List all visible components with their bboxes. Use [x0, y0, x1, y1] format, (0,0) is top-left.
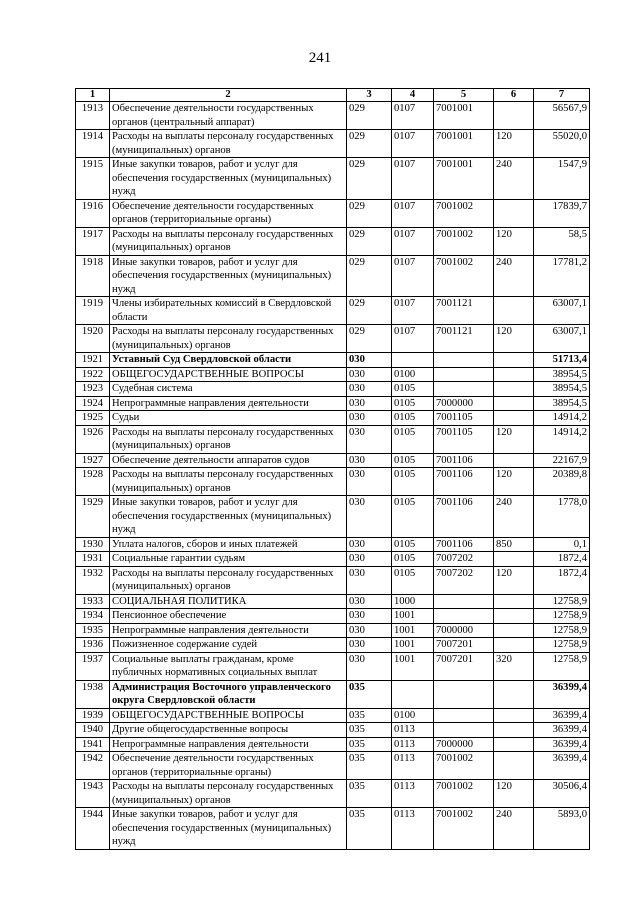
- row-code-section: 0107: [392, 297, 434, 325]
- row-code-type: [494, 297, 534, 325]
- row-name: Пенсионное обеспечение: [110, 609, 347, 624]
- column-header: 6: [494, 89, 534, 102]
- row-name: ОБЩЕГОСУДАРСТВЕННЫЕ ВОПРОСЫ: [110, 708, 347, 723]
- row-code-admin: 030: [347, 396, 392, 411]
- row-name: Расходы на выплаты персоналу государственных (муниципальных) органов: [110, 468, 347, 496]
- table-row: [76, 609, 590, 624]
- row-code-section: 0105: [392, 396, 434, 411]
- row-code-section: 0107: [392, 130, 434, 158]
- row-number: 1930: [76, 537, 110, 552]
- row-code-section: 0105: [392, 382, 434, 397]
- row-number: 1915: [76, 158, 110, 200]
- row-code-target: 7001001: [434, 158, 494, 200]
- row-code-section: [392, 680, 434, 708]
- row-code-admin: 030: [347, 552, 392, 567]
- row-amount: 38954,5: [534, 382, 590, 397]
- row-number: 1936: [76, 638, 110, 653]
- row-name: Расходы на выплаты персоналу государственных (муниципальных) органов: [110, 425, 347, 453]
- row-name: ОБЩЕГОСУДАРСТВЕННЫЕ ВОПРОСЫ: [110, 367, 347, 382]
- table-row: [76, 752, 590, 780]
- row-number: 1914: [76, 130, 110, 158]
- row-amount: 20389,8: [534, 468, 590, 496]
- row-code-target: 7000000: [434, 737, 494, 752]
- row-name: Судебная система: [110, 382, 347, 397]
- row-name: Обеспечение деятельности аппаратов судов: [110, 453, 347, 468]
- row-number: 1927: [76, 453, 110, 468]
- column-header: 2: [110, 89, 347, 102]
- table-row: [76, 158, 590, 200]
- row-code-admin: 035: [347, 680, 392, 708]
- row-number: 1932: [76, 566, 110, 594]
- row-amount: 14914,2: [534, 425, 590, 453]
- row-code-admin: 029: [347, 227, 392, 255]
- row-name: Члены избирательных комиссий в Свердловской области: [110, 297, 347, 325]
- row-code-type: [494, 102, 534, 130]
- row-name: Непрограммные направления деятельности: [110, 396, 347, 411]
- row-code-target: [434, 382, 494, 397]
- row-code-section: [392, 353, 434, 368]
- row-number: 1943: [76, 780, 110, 808]
- row-code-type: 120: [494, 325, 534, 353]
- row-name: Обеспечение деятельности государственных органов (территориальные органы): [110, 752, 347, 780]
- table-row: [76, 552, 590, 567]
- column-header: 7: [534, 89, 590, 102]
- table-row: [76, 680, 590, 708]
- row-number: 1913: [76, 102, 110, 130]
- row-number: 1929: [76, 496, 110, 538]
- row-name: СОЦИАЛЬНАЯ ПОЛИТИКА: [110, 594, 347, 609]
- row-number: 1931: [76, 552, 110, 567]
- table-row: [76, 537, 590, 552]
- row-code-type: [494, 594, 534, 609]
- row-number: 1923: [76, 382, 110, 397]
- table-row: [76, 594, 590, 609]
- row-amount: 1547,9: [534, 158, 590, 200]
- row-code-admin: 029: [347, 255, 392, 297]
- row-code-type: 120: [494, 468, 534, 496]
- row-code-type: [494, 638, 534, 653]
- row-code-target: 7001002: [434, 752, 494, 780]
- row-code-type: [494, 623, 534, 638]
- row-amount: 0,1: [534, 537, 590, 552]
- row-amount: 12758,9: [534, 623, 590, 638]
- row-amount: 51713,4: [534, 353, 590, 368]
- row-code-target: 7001121: [434, 297, 494, 325]
- row-code-type: [494, 723, 534, 738]
- table-row: [76, 638, 590, 653]
- row-code-section: 0100: [392, 708, 434, 723]
- table-row: [76, 367, 590, 382]
- row-code-section: 0107: [392, 325, 434, 353]
- row-code-section: 0105: [392, 468, 434, 496]
- row-code-target: [434, 723, 494, 738]
- row-amount: 36399,4: [534, 752, 590, 780]
- row-name: Расходы на выплаты персоналу государственных (муниципальных) органов: [110, 566, 347, 594]
- row-name: Непрограммные направления деятельности: [110, 623, 347, 638]
- row-code-target: 7001105: [434, 425, 494, 453]
- row-code-admin: 035: [347, 737, 392, 752]
- row-code-section: 0107: [392, 255, 434, 297]
- row-code-type: [494, 353, 534, 368]
- row-code-section: 0113: [392, 808, 434, 850]
- table-row: [76, 566, 590, 594]
- row-code-admin: 029: [347, 102, 392, 130]
- row-code-target: 7007202: [434, 566, 494, 594]
- row-number: 1938: [76, 680, 110, 708]
- row-amount: 30506,4: [534, 780, 590, 808]
- row-number: 1935: [76, 623, 110, 638]
- row-code-target: 7000000: [434, 623, 494, 638]
- row-code-target: 7001001: [434, 102, 494, 130]
- row-amount: 12758,9: [534, 638, 590, 653]
- table-row: [76, 708, 590, 723]
- table-row: [76, 130, 590, 158]
- budget-table: [75, 88, 590, 850]
- column-header: 3: [347, 89, 392, 102]
- row-amount: 55020,0: [534, 130, 590, 158]
- row-code-type: 240: [494, 808, 534, 850]
- row-amount: 36399,4: [534, 737, 590, 752]
- row-number: 1944: [76, 808, 110, 850]
- column-header: 5: [434, 89, 494, 102]
- row-name: Расходы на выплаты персоналу государственных (муниципальных) органов: [110, 227, 347, 255]
- row-number: 1934: [76, 609, 110, 624]
- row-code-section: 0105: [392, 411, 434, 426]
- row-code-section: 0113: [392, 723, 434, 738]
- row-name: Расходы на выплаты персоналу государственных (муниципальных) органов: [110, 780, 347, 808]
- row-code-type: [494, 708, 534, 723]
- row-amount: 1872,4: [534, 566, 590, 594]
- row-code-admin: 029: [347, 199, 392, 227]
- table-row: [76, 737, 590, 752]
- row-amount: 56567,9: [534, 102, 590, 130]
- row-name: Иные закупки товаров, работ и услуг для обеспечения государственных (муниципальных) нужд: [110, 255, 347, 297]
- row-code-type: [494, 752, 534, 780]
- row-code-admin: 030: [347, 623, 392, 638]
- row-code-target: [434, 367, 494, 382]
- row-code-section: 0107: [392, 158, 434, 200]
- table-row: [76, 808, 590, 850]
- row-code-admin: 030: [347, 453, 392, 468]
- row-amount: 1872,4: [534, 552, 590, 567]
- row-amount: 63007,1: [534, 325, 590, 353]
- row-name: Иные закупки товаров, работ и услуг для обеспечения государственных (муниципальных) нужд: [110, 496, 347, 538]
- row-code-section: 0105: [392, 425, 434, 453]
- row-code-admin: 030: [347, 638, 392, 653]
- row-name: Уставный Суд Свердловской области: [110, 353, 347, 368]
- table-header-row: [76, 89, 590, 102]
- row-code-section: 0107: [392, 102, 434, 130]
- row-code-target: [434, 353, 494, 368]
- table-row: [76, 652, 590, 680]
- row-code-admin: 030: [347, 411, 392, 426]
- row-code-admin: 030: [347, 353, 392, 368]
- row-number: 1916: [76, 199, 110, 227]
- column-header: 1: [76, 89, 110, 102]
- row-name: Иные закупки товаров, работ и услуг для обеспечения государственных (муниципальных) нужд: [110, 808, 347, 850]
- table-row: [76, 199, 590, 227]
- row-name: Судьи: [110, 411, 347, 426]
- row-number: 1937: [76, 652, 110, 680]
- row-code-type: [494, 737, 534, 752]
- row-code-type: [494, 396, 534, 411]
- table-row: [76, 623, 590, 638]
- row-code-admin: 035: [347, 723, 392, 738]
- row-number: 1921: [76, 353, 110, 368]
- row-code-target: 7007202: [434, 552, 494, 567]
- row-amount: 38954,5: [534, 396, 590, 411]
- row-amount: 63007,1: [534, 297, 590, 325]
- row-name: Расходы на выплаты персоналу государственных (муниципальных) органов: [110, 325, 347, 353]
- row-code-admin: 035: [347, 752, 392, 780]
- row-amount: 12758,9: [534, 609, 590, 624]
- row-name: Обеспечение деятельности государственных органов (территориальные органы): [110, 199, 347, 227]
- row-code-target: 7001121: [434, 325, 494, 353]
- row-number: 1920: [76, 325, 110, 353]
- table-row: [76, 297, 590, 325]
- row-code-target: 7001002: [434, 227, 494, 255]
- row-number: 1925: [76, 411, 110, 426]
- row-code-section: 0113: [392, 752, 434, 780]
- row-code-admin: 029: [347, 130, 392, 158]
- column-header: 4: [392, 89, 434, 102]
- row-code-section: 0105: [392, 496, 434, 538]
- row-number: 1933: [76, 594, 110, 609]
- row-code-admin: 029: [347, 325, 392, 353]
- row-code-admin: 030: [347, 425, 392, 453]
- row-number: 1917: [76, 227, 110, 255]
- row-code-target: 7001106: [434, 453, 494, 468]
- row-amount: 38954,5: [534, 367, 590, 382]
- row-code-section: 1001: [392, 623, 434, 638]
- row-code-admin: 030: [347, 537, 392, 552]
- row-code-type: 240: [494, 255, 534, 297]
- row-code-target: 7001106: [434, 537, 494, 552]
- row-code-type: [494, 367, 534, 382]
- row-code-admin: 029: [347, 158, 392, 200]
- row-code-section: 1000: [392, 594, 434, 609]
- row-code-section: 0100: [392, 367, 434, 382]
- row-amount: 14914,2: [534, 411, 590, 426]
- row-code-target: 7001106: [434, 496, 494, 538]
- row-number: 1939: [76, 708, 110, 723]
- row-code-section: 1001: [392, 638, 434, 653]
- row-name: Социальные гарантии судьям: [110, 552, 347, 567]
- row-amount: 5893,0: [534, 808, 590, 850]
- row-code-section: 0113: [392, 780, 434, 808]
- row-code-section: 0105: [392, 552, 434, 567]
- row-number: 1918: [76, 255, 110, 297]
- row-code-admin: 030: [347, 566, 392, 594]
- row-name: Обеспечение деятельности государственных органов (центральный аппарат): [110, 102, 347, 130]
- row-code-admin: 035: [347, 780, 392, 808]
- row-amount: 17781,2: [534, 255, 590, 297]
- table-row: [76, 496, 590, 538]
- table-body: [76, 102, 590, 850]
- row-number: 1940: [76, 723, 110, 738]
- row-number: 1924: [76, 396, 110, 411]
- row-number: 1942: [76, 752, 110, 780]
- row-code-type: [494, 382, 534, 397]
- table-row: [76, 468, 590, 496]
- row-code-type: [494, 411, 534, 426]
- row-code-section: 1001: [392, 652, 434, 680]
- table-row: [76, 325, 590, 353]
- row-code-target: 7007201: [434, 652, 494, 680]
- row-amount: 36399,4: [534, 680, 590, 708]
- row-number: 1926: [76, 425, 110, 453]
- row-code-admin: 035: [347, 808, 392, 850]
- row-code-target: [434, 708, 494, 723]
- row-code-admin: 030: [347, 496, 392, 538]
- row-amount: 17839,7: [534, 199, 590, 227]
- row-code-target: 7001105: [434, 411, 494, 426]
- row-code-target: 7001002: [434, 255, 494, 297]
- row-code-type: [494, 609, 534, 624]
- table-row: [76, 353, 590, 368]
- table-row: [76, 411, 590, 426]
- row-code-section: 0107: [392, 227, 434, 255]
- table-row: [76, 396, 590, 411]
- row-code-target: [434, 680, 494, 708]
- row-number: 1928: [76, 468, 110, 496]
- row-code-type: 240: [494, 158, 534, 200]
- row-amount: 12758,9: [534, 652, 590, 680]
- row-code-type: 120: [494, 425, 534, 453]
- row-amount: 36399,4: [534, 723, 590, 738]
- row-code-type: 240: [494, 496, 534, 538]
- row-code-admin: 030: [347, 609, 392, 624]
- row-name: Непрограммные направления деятельности: [110, 737, 347, 752]
- table-row: [76, 382, 590, 397]
- row-code-type: 320: [494, 652, 534, 680]
- row-amount: 36399,4: [534, 708, 590, 723]
- row-name: Иные закупки товаров, работ и услуг для обеспечения государственных (муниципальных) нужд: [110, 158, 347, 200]
- row-amount: 12758,9: [534, 594, 590, 609]
- row-code-admin: 030: [347, 382, 392, 397]
- row-code-type: 850: [494, 537, 534, 552]
- row-code-section: 0105: [392, 537, 434, 552]
- row-code-type: 120: [494, 780, 534, 808]
- table-row: [76, 425, 590, 453]
- row-code-admin: 035: [347, 708, 392, 723]
- row-name: Расходы на выплаты персоналу государственных (муниципальных) органов: [110, 130, 347, 158]
- table-row: [76, 780, 590, 808]
- table-row: [76, 227, 590, 255]
- row-code-type: 120: [494, 130, 534, 158]
- page-number: 241: [308, 50, 332, 66]
- row-code-section: 0107: [392, 199, 434, 227]
- table-row: [76, 723, 590, 738]
- row-code-section: 0105: [392, 453, 434, 468]
- row-amount: 1778,0: [534, 496, 590, 538]
- row-code-target: 7001002: [434, 780, 494, 808]
- row-amount: 58,5: [534, 227, 590, 255]
- row-code-target: 7001002: [434, 808, 494, 850]
- row-code-target: 7001106: [434, 468, 494, 496]
- row-name: Пожизненное содержание судей: [110, 638, 347, 653]
- row-code-type: [494, 453, 534, 468]
- row-code-section: 0113: [392, 737, 434, 752]
- row-code-admin: 030: [347, 468, 392, 496]
- row-name: Социальные выплаты гражданам, кроме публичных нормативных социальных выплат: [110, 652, 347, 680]
- row-code-target: 7001002: [434, 199, 494, 227]
- row-name: Другие общегосударственные вопросы: [110, 723, 347, 738]
- row-number: 1941: [76, 737, 110, 752]
- row-amount: 22167,9: [534, 453, 590, 468]
- row-code-section: 1001: [392, 609, 434, 624]
- row-code-target: 7007201: [434, 638, 494, 653]
- row-code-section: 0105: [392, 566, 434, 594]
- row-code-type: 120: [494, 227, 534, 255]
- row-code-target: 7000000: [434, 396, 494, 411]
- row-number: 1919: [76, 297, 110, 325]
- row-code-type: [494, 552, 534, 567]
- row-code-admin: 029: [347, 297, 392, 325]
- row-code-admin: 030: [347, 594, 392, 609]
- row-name: Уплата налогов, сборов и иных платежей: [110, 537, 347, 552]
- row-code-target: 7001001: [434, 130, 494, 158]
- row-code-admin: 030: [347, 652, 392, 680]
- row-code-type: [494, 199, 534, 227]
- table-row: [76, 255, 590, 297]
- row-code-type: [494, 680, 534, 708]
- row-code-type: 120: [494, 566, 534, 594]
- table-row: [76, 102, 590, 130]
- row-name: Администрация Восточного управленческого округа Свердловской области: [110, 680, 347, 708]
- row-number: 1922: [76, 367, 110, 382]
- table-row: [76, 453, 590, 468]
- row-code-admin: 030: [347, 367, 392, 382]
- row-code-target: [434, 594, 494, 609]
- row-code-target: [434, 609, 494, 624]
